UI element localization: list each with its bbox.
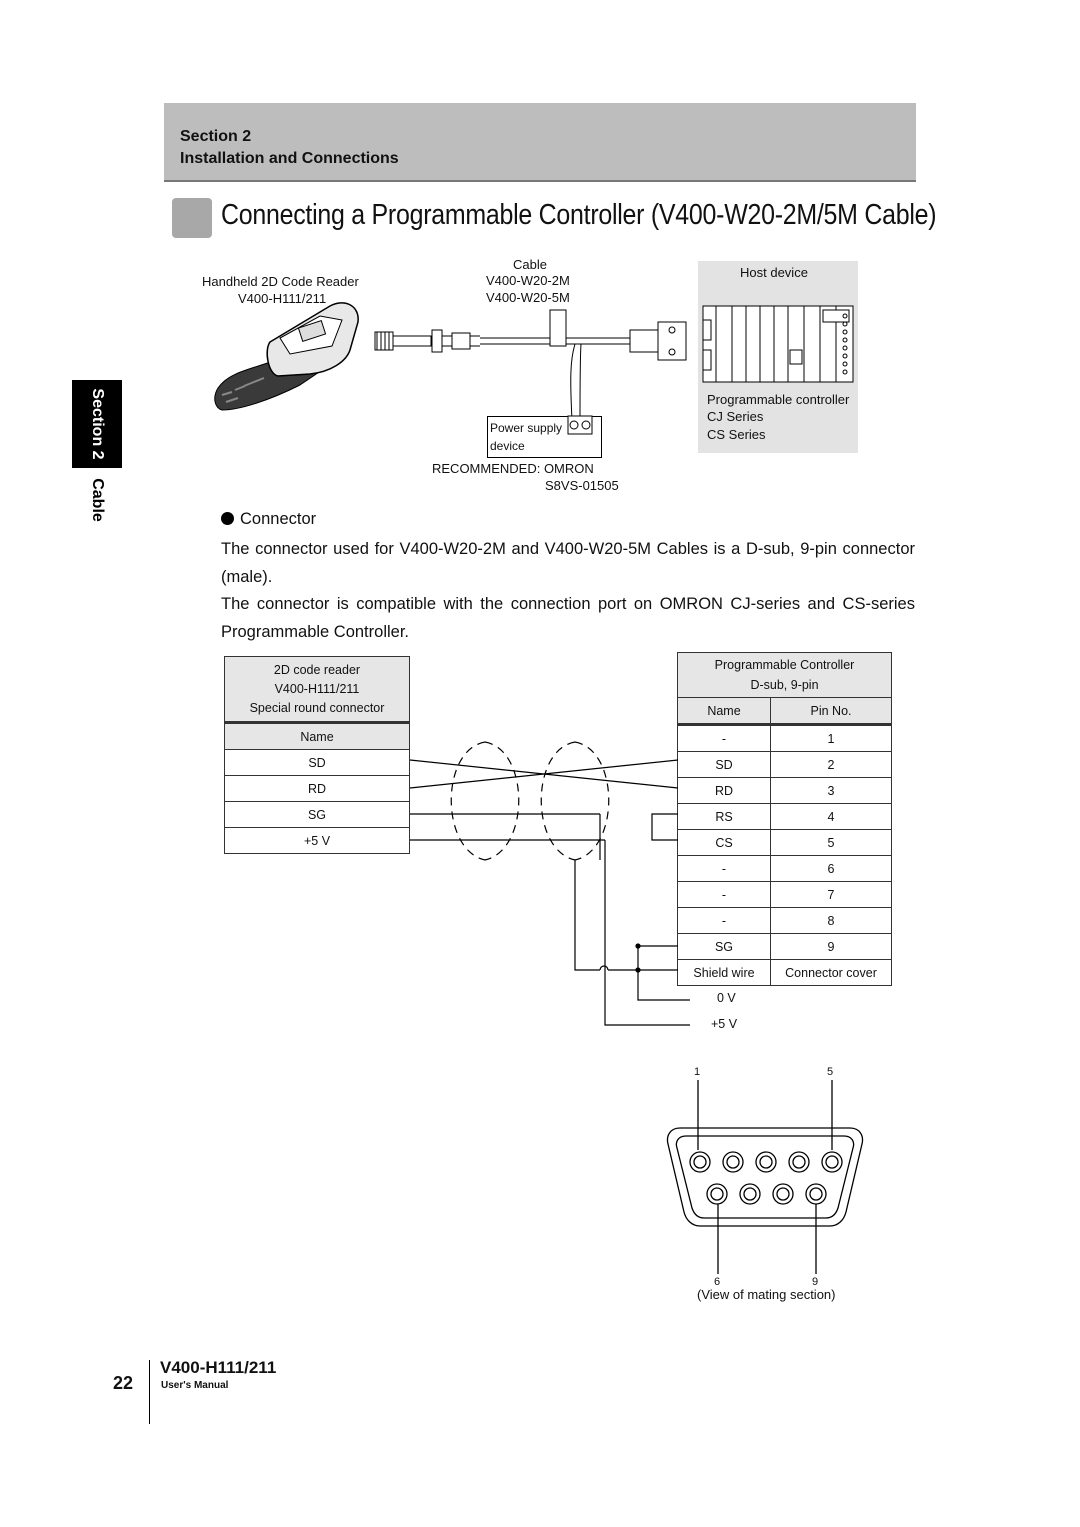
page-title: Connecting a Programmable Controller (V400-W20-2M/5M Cable): [221, 199, 937, 231]
plc-series-cs: CS Series: [707, 427, 766, 442]
power-supply-label-2: device: [490, 439, 525, 453]
table-row: RD: [678, 778, 771, 804]
table-row: RD: [225, 776, 410, 802]
table-cell: 3: [771, 778, 892, 804]
five-volt-label: +5 V: [711, 1017, 738, 1031]
side-section-tab: [72, 380, 122, 468]
plc-series-cj: CJ Series: [707, 409, 764, 424]
table-cell: 1: [771, 725, 892, 752]
plc-pin-table: [677, 652, 892, 986]
connector-heading: [221, 510, 316, 529]
table-cell: 6: [771, 856, 892, 882]
dsub-plug-icon: [630, 322, 686, 360]
pin-number-9: 9: [812, 1276, 819, 1288]
zero-volt-label: 0 V: [717, 991, 736, 1005]
table-row: RS: [678, 804, 771, 830]
side-topic-label: Cable: [89, 478, 106, 522]
recommended-label: RECOMMENDED: OMRON: [432, 461, 594, 476]
table-row: -: [678, 882, 771, 908]
table-row: SG: [225, 802, 410, 828]
host-device-label: Host device: [740, 265, 808, 280]
table-row: +5 V: [225, 828, 410, 854]
branch-boot: [550, 310, 566, 346]
pin-number-1: 1: [694, 1066, 701, 1078]
table-row: -: [678, 725, 771, 752]
table-cell: 4: [771, 804, 892, 830]
table-row: SG: [678, 934, 771, 960]
page-number: 22: [113, 1373, 134, 1393]
plc-icon: [703, 306, 853, 382]
table-cell: 7: [771, 882, 892, 908]
code-reader-icon: [215, 303, 358, 410]
reader-table-header: 2D code reader V400-H111/211 Special round connector: [225, 657, 410, 723]
plc-label: Programmable controller: [707, 392, 850, 407]
table-row: -: [678, 908, 771, 934]
section-label: Section 2: [180, 128, 252, 145]
table-row: SD: [678, 752, 771, 778]
connection-illustration: [160, 250, 880, 480]
table-row: CS: [678, 830, 771, 856]
cable-model-2m: V400-W20-2M: [486, 273, 570, 288]
reader-name-column: Name: [225, 723, 410, 750]
section-header-band: [164, 103, 916, 182]
table-cell: Connector cover: [771, 960, 892, 986]
table-cell: 5: [771, 830, 892, 856]
section-title: Installation and Connections: [180, 150, 399, 167]
table-row: SD: [225, 750, 410, 776]
connector-heading-text: Connector: [240, 510, 317, 528]
reader-pin-table: [224, 656, 410, 854]
power-supply-label: Power supply: [490, 421, 563, 435]
pin-holes: [690, 1152, 842, 1204]
bullet-icon: [221, 512, 234, 525]
reader-label: Handheld 2D Code Reader: [202, 274, 359, 289]
footer-manual: User's Manual: [161, 1380, 229, 1391]
side-topic-tab: [72, 470, 122, 530]
table-cell: 9: [771, 934, 892, 960]
side-section-label: Section 2: [89, 388, 106, 460]
plc-name-column: Name: [678, 698, 771, 725]
title-marker-icon: [172, 198, 212, 238]
table-row: Shield wire: [678, 960, 771, 986]
reader-model: V400-H111/211: [238, 291, 327, 306]
mating-view-caption: (View of mating section): [697, 1287, 836, 1302]
connector-paragraph-2: The connector is compatible with the connection port on OMRON CJ-series and CS-series Programmable Controller.: [221, 595, 915, 641]
reader-cable-plug-icon: [375, 330, 480, 352]
power-wires: [571, 344, 581, 420]
table-row: -: [678, 856, 771, 882]
table-cell: 8: [771, 908, 892, 934]
table-cell: 2: [771, 752, 892, 778]
plc-table-header: Programmable Controller D-sub, 9-pin: [678, 653, 892, 698]
footer-model: V400-H111/211: [160, 1358, 277, 1377]
recommended-model: S8VS-01505: [545, 478, 619, 493]
power-terminal-icon: [568, 416, 592, 434]
footer-divider: [149, 1360, 150, 1424]
plc-pin-column: Pin No.: [771, 698, 892, 725]
cable-model-5m: V400-W20-5M: [486, 290, 570, 305]
pin-number-5: 5: [827, 1066, 834, 1078]
pin-number-6: 6: [714, 1276, 721, 1288]
connector-paragraph-1: The connector used for V400-W20-2M and V400-W20-5M Cables is a D-sub, 9-pin connector (male).: [221, 540, 915, 586]
dsub-pinout-diagram: [660, 1078, 870, 1278]
wiring-diagram: [400, 730, 690, 1040]
cable-label: Cable: [513, 257, 547, 272]
